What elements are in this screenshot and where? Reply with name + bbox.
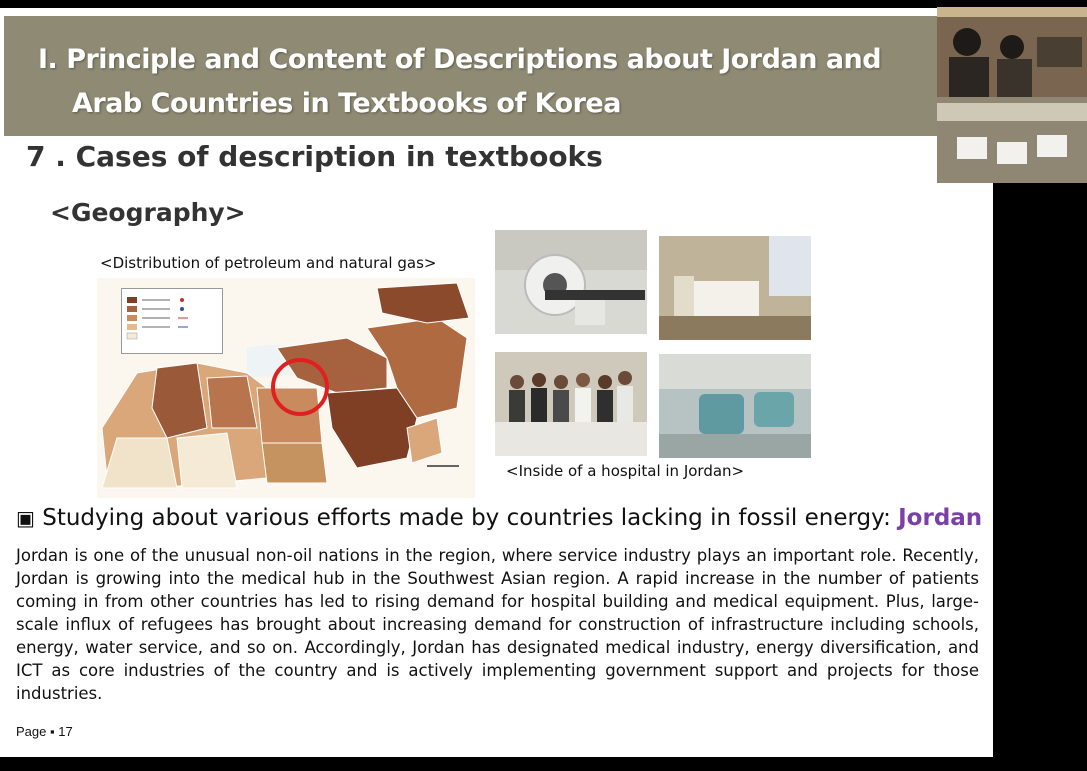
body-paragraph: Jordan is one of the unusual non-oil nations in the region, where service industry plays an important role. Recently, Jordan is growing into the medical hub in the Southwest Asian region. A rapid increase in the number of patients coming in from other countries has led to rising demand for hospital building and medical equipment. Plus, large-scale influx of refugees has brought about increasing demand for construction of infrastructure including schools, energy, water service, and so on. Accordingly, Jordan has designated medical industry, energy diversification, and ICT as core industries of the country and is actively implementing government support and projects for those industries.	[16, 546, 979, 703]
subsection-title: <Geography>	[50, 198, 246, 227]
map-caption: <Distribution of petroleum and natural gas>	[100, 254, 437, 272]
treatment-chairs-photo	[659, 354, 811, 458]
page-number: Page ▪ 17	[16, 724, 73, 739]
bullet-square-icon: ▣	[16, 506, 35, 530]
lead-text: Studying about various efforts made by countries lacking in fossil energy:	[34, 505, 899, 531]
section-title: 7 . Cases of description in textbooks	[26, 140, 603, 173]
lead-statement	[16, 505, 982, 531]
presentation-slide	[0, 8, 993, 757]
slide-title-line2: Arab Countries in Textbooks of Korea	[72, 88, 621, 119]
slide-title-line1: Ⅰ. Principle and Content of Descriptions about Jordan and	[38, 44, 882, 75]
slide-title	[38, 38, 881, 126]
hospital-caption: <Inside of a hospital in Jordan>	[506, 462, 745, 480]
map-legend	[121, 288, 223, 354]
petroleum-map-image	[97, 278, 475, 498]
header-band	[4, 16, 993, 136]
page-label: Page	[16, 724, 47, 739]
ct-scanner-photo	[495, 230, 647, 334]
lead-highlight: Jordan	[898, 505, 983, 531]
page-number-value: 17	[58, 724, 73, 739]
hospital-photo-grid	[495, 230, 813, 462]
medical-staff-photo	[495, 352, 647, 456]
participant-video-thumbnail[interactable]	[937, 7, 1087, 183]
patient-room-photo	[659, 236, 811, 340]
